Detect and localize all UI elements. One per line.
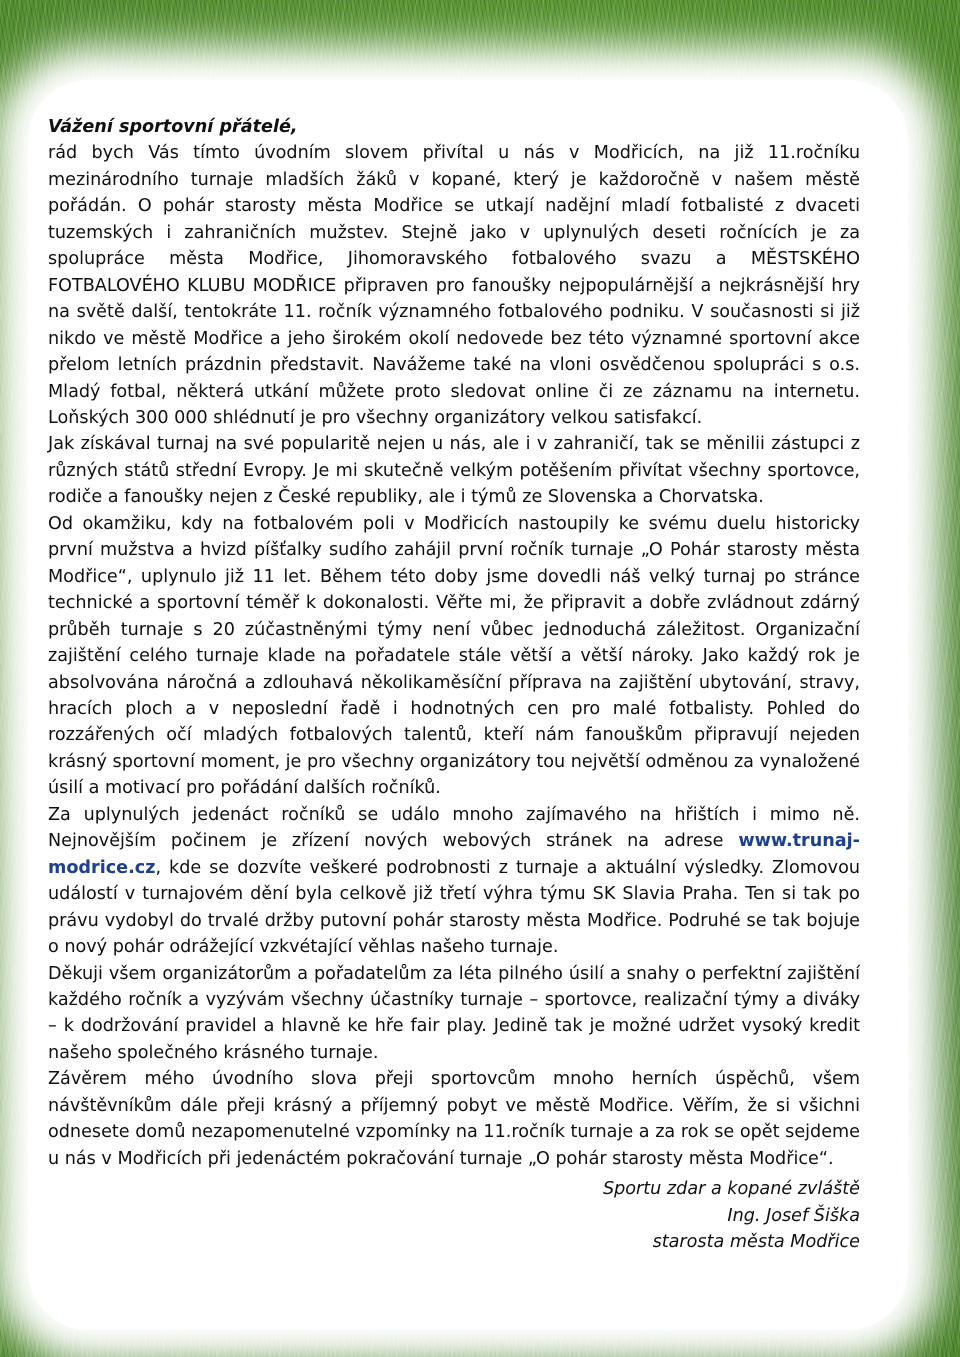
paragraph-closing: Závěrem mého úvodního slova přeji sportovcům mnoho herních úspěchů, všem návštěvníkům dále přeji krásný a příjemný pobyt ve městě Modřice. Věřím, že si všichni odnesete domů nezapomenutelné vzpomínky na 11.ročník turnaje a za rok se opět sejdeme u nás v Modřicích při jedenáctém pokračování turnaje „O pohár starosty města Modřice“. (48, 1069, 860, 1169)
paragraph-thanks: Děkuji všem organizátorům a pořadatelům za léta pilného úsilí a snahy o perfektní zajištění každého ročník a vyzývám všechny účastníky turnaje – sportovce, realizační týmy a diváky – k dodržování pravidel a hlavně ke hře fair play. Jedině tak je možné udržet vysoký kredit našeho společného krásného turnaje. (48, 963, 860, 1063)
paragraph-website-start: Za uplynulých jedenáct ročníků se událo mnoho zajímavého na hřištích i mimo ně. Nejnovějším počinem je zřízení nových webových stránek na adrese (48, 804, 860, 852)
paragraph-website-end: , kde se dozvíte veškeré podrobnosti z turnaje a aktuální výsledky. Zlomovou událostí v turnajovém dění byla celkově již třetí výhra týmu SK Slavia Praha. Ten si tak po právu vydobyl do trvalé držby putovní pohár starosty města Modřice. Podruhé se tak bojuje o nový pohár odrážející vzkvétající věhlas našeho turnaje. (48, 857, 860, 958)
website-link[interactable]: www.trunaj-modrice.cz (48, 831, 860, 878)
paragraph-history: Od okamžiku, kdy na fotbalovém poli v Modřicích nastoupily ke svému duelu historicky první mužstva a hvizd píšťalky sudího zahájil první ročník turnaje „O Pohár starosty města Modřice“, uplynulo již 11 let. Během této doby jsme dovedli náš velký turnaj po stránce technické a sportovní téměř k dokonalosti. Věřte mi, že připravit a dobře zvládnout zdárný průběh turnaje s 20 zúčastněnými týmy není vůbec jednoduchá záležitost. Organizační zajištění celého turnaje klade na pořadatele stále větší a větší nároky. Jako každý rok je absolvována náročná a zdlouhavá několikaměsíční příprava na zajištění ubytování, stravy, hracích ploch a v neposlední řadě i hodnotných cen pro malé fotbalisty. Pohled do rozzářených očí mladých fotbalových talentů, kteří nám fanouškům připravují nejeden krásný sportovní moment, je pro všechny organizátory tou největší odměnou za vynaložené úsilí a motivací pro pořádání dalších ročníků. (48, 513, 860, 799)
paragraph-popularity: Jak získával turnaj na své popularitě nejen u nás, ale i v zahraničí, tak se měnilii zástupci z různých států střední Evropy. Je mi skutečně velkým potěšením přivítat všechny sportovce, rodiče a fanoušky nejen z České republiky, ale i týmů ze Slovenska a Chorvatska. (48, 434, 860, 508)
signature-block (48, 1176, 860, 1255)
greeting: Vážení sportovní přátelé, (48, 117, 298, 137)
paragraph-website (48, 802, 860, 961)
signature-motto: Sportu zdar a kopané zvláště (602, 1179, 860, 1200)
signature-name: Ing. Josef Šiška (727, 1205, 860, 1226)
paragraph-intro: rád bych Vás tímto úvodním slovem přivítal u nás v Modřicích, na již 11.ročníku mezinárodního turnaje mladších žáků v kopané, který je každoročně v našem městě pořádán. O pohár starosty města Modřice se utkají nadějní mladí fotbalisté z dvaceti tuzemských i zahraničních mužstev. Stejně jako v uplynulých deseti ročnících je za spolupráce města Modřice, Jihomoravského fotbalového svazu a MĚSTSKÉHO FOTBALOVÉHO KLUBU MODŘICE připraven pro fanoušky nejpopulárnější a nejkrásnější hry na světě další, tentokráte 11. ročník významného fotbalového podniku. V současnosti si již nikdo ve městě Modřice a jeho širokém okolí nedovede bez této významné sportovní akce přelom letních prázdnin představit. Navážeme také na vloni osvědčenou spolupráci s o.s. Mladý fotbal, některá utkání můžete proto sledovat online či ze záznamu na internetu. Loňských 300 000 shlédnutí je pro všechny organizátory velkou satisfakcí. (48, 143, 860, 428)
signature-title: starosta města Modřice (652, 1232, 860, 1253)
letter-body (48, 114, 860, 1255)
